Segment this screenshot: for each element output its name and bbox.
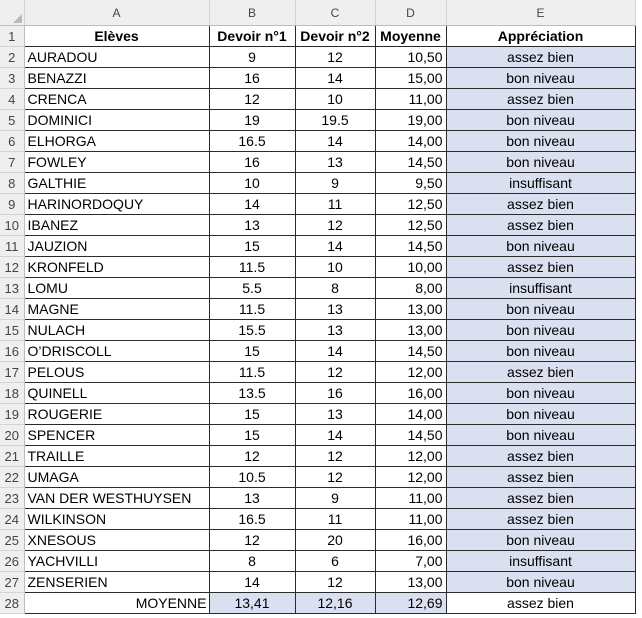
cell-devoir2[interactable]: 12 <box>295 362 375 383</box>
cell-moyenne[interactable]: 11,00 <box>375 509 446 530</box>
cell-moyenne[interactable]: 14,00 <box>375 131 446 152</box>
row-header[interactable]: 21 <box>0 446 24 467</box>
cell-appreciation[interactable]: insuffisant <box>446 173 635 194</box>
cell-header-devoir1[interactable]: Devoir n°1 <box>209 26 295 47</box>
cell-eleve[interactable]: ROUGERIE <box>24 404 209 425</box>
cell-eleve[interactable]: BENAZZI <box>24 68 209 89</box>
cell-devoir2[interactable]: 13 <box>295 152 375 173</box>
cell-devoir2[interactable]: 9 <box>295 173 375 194</box>
cell-devoir1[interactable]: 12 <box>209 89 295 110</box>
table-row <box>0 110 635 131</box>
table-row <box>0 236 635 257</box>
cell-moyenne[interactable]: 19,00 <box>375 110 446 131</box>
cell-devoir2[interactable]: 14 <box>295 131 375 152</box>
cell-devoir1[interactable]: 8 <box>209 551 295 572</box>
cell-devoir1[interactable]: 16.5 <box>209 509 295 530</box>
cell-eleve[interactable]: AURADOU <box>24 47 209 68</box>
row-header[interactable]: 5 <box>0 110 24 131</box>
cell-devoir2[interactable]: 12 <box>295 215 375 236</box>
cell-appreciation[interactable]: bon niveau <box>446 131 635 152</box>
cell-moyenne[interactable]: 14,50 <box>375 425 446 446</box>
row-header[interactable]: 4 <box>0 89 24 110</box>
cell-devoir2[interactable]: 14 <box>295 425 375 446</box>
cell-eleve[interactable]: KRONFELD <box>24 257 209 278</box>
cell-devoir2[interactable]: 19.5 <box>295 110 375 131</box>
cell-devoir1[interactable]: 14 <box>209 194 295 215</box>
cell-appreciation[interactable]: assez bien <box>446 89 635 110</box>
cell-appreciation[interactable]: insuffisant <box>446 278 635 299</box>
cell-devoir1[interactable]: 13.5 <box>209 383 295 404</box>
cell-appreciation[interactable]: bon niveau <box>446 341 635 362</box>
row-header[interactable]: 22 <box>0 467 24 488</box>
cell-devoir2[interactable]: 12 <box>295 467 375 488</box>
cell-appreciation[interactable]: bon niveau <box>446 530 635 551</box>
column-header-d[interactable]: D <box>375 0 446 26</box>
row-header[interactable]: 26 <box>0 551 24 572</box>
cell-moyenne[interactable]: 10,50 <box>375 47 446 68</box>
table-row <box>0 488 635 509</box>
row-header[interactable]: 6 <box>0 131 24 152</box>
cell-devoir1[interactable]: 12 <box>209 446 295 467</box>
cell-devoir2[interactable]: 12 <box>295 572 375 593</box>
cell-moyenne[interactable]: 13,00 <box>375 572 446 593</box>
cell-appreciation[interactable]: bon niveau <box>446 320 635 341</box>
summary-row <box>0 593 635 614</box>
row-header[interactable]: 20 <box>0 425 24 446</box>
cell-devoir2[interactable]: 14 <box>295 236 375 257</box>
table-row <box>0 551 635 572</box>
row-header[interactable]: 8 <box>0 173 24 194</box>
cell-devoir1[interactable]: 10 <box>209 173 295 194</box>
cell-eleve[interactable]: WILKINSON <box>24 509 209 530</box>
cell-devoir1[interactable]: 11.5 <box>209 257 295 278</box>
cell-devoir2[interactable]: 12 <box>295 446 375 467</box>
select-all-triangle-icon <box>13 14 22 23</box>
cell-devoir2[interactable]: 16 <box>295 383 375 404</box>
cell-eleve[interactable]: HARINORDOQUY <box>24 194 209 215</box>
table-row <box>0 257 635 278</box>
cell-devoir2[interactable]: 13 <box>295 320 375 341</box>
row-header[interactable]: 28 <box>0 593 24 614</box>
cell-moyenne[interactable]: 10,00 <box>375 257 446 278</box>
cell-eleve[interactable]: DOMINICI <box>24 110 209 131</box>
cell-moyenne[interactable]: 9,50 <box>375 173 446 194</box>
table-row <box>0 467 635 488</box>
cell-devoir1[interactable]: 15 <box>209 236 295 257</box>
cell-moyenne[interactable]: 11,00 <box>375 89 446 110</box>
cell-eleve[interactable]: NULACH <box>24 320 209 341</box>
cell-appreciation[interactable]: bon niveau <box>446 68 635 89</box>
row-header[interactable]: 24 <box>0 509 24 530</box>
row-header[interactable]: 13 <box>0 278 24 299</box>
cell-moyenne[interactable]: 11,00 <box>375 488 446 509</box>
cell-moyenne[interactable]: 12,00 <box>375 362 446 383</box>
column-header-e[interactable]: E <box>446 0 635 26</box>
cell-appreciation[interactable]: assez bien <box>446 47 635 68</box>
column-header-a[interactable]: A <box>24 0 209 26</box>
table-row <box>0 173 635 194</box>
cell-moyenne[interactable]: 16,00 <box>375 383 446 404</box>
header-row <box>0 26 635 47</box>
cell-devoir1[interactable]: 16.5 <box>209 131 295 152</box>
cell-moyenne[interactable]: 14,50 <box>375 236 446 257</box>
cell-appreciation[interactable]: assez bien <box>446 215 635 236</box>
cell-devoir2[interactable]: 6 <box>295 551 375 572</box>
cell-devoir1[interactable]: 5.5 <box>209 278 295 299</box>
cell-devoir2[interactable]: 10 <box>295 257 375 278</box>
cell-eleve[interactable]: MAGNE <box>24 299 209 320</box>
row-header[interactable]: 16 <box>0 341 24 362</box>
cell-moyenne[interactable]: 14,50 <box>375 341 446 362</box>
cell-summary-appreciation[interactable]: assez bien <box>446 593 635 614</box>
row-header[interactable]: 7 <box>0 152 24 173</box>
cell-devoir2[interactable]: 14 <box>295 68 375 89</box>
table-row <box>0 215 635 236</box>
table-row <box>0 362 635 383</box>
row-header[interactable]: 27 <box>0 572 24 593</box>
cell-summary-label[interactable]: MOYENNE <box>24 593 209 614</box>
cell-appreciation[interactable]: bon niveau <box>446 404 635 425</box>
cell-devoir1[interactable]: 13 <box>209 215 295 236</box>
table-row <box>0 530 635 551</box>
table-row <box>0 341 635 362</box>
cell-eleve[interactable]: O’DRISCOLL <box>24 341 209 362</box>
row-header[interactable]: 14 <box>0 299 24 320</box>
cell-summary-devoir2[interactable]: 12,16 <box>295 593 375 614</box>
cell-eleve[interactable]: TRAILLE <box>24 446 209 467</box>
cell-devoir2[interactable]: 11 <box>295 194 375 215</box>
cell-devoir2[interactable]: 12 <box>295 47 375 68</box>
table-row <box>0 89 635 110</box>
cell-header-appreciation[interactable]: Appréciation <box>446 26 635 47</box>
select-all-corner[interactable] <box>0 0 24 26</box>
cell-header-eleves[interactable]: Elèves <box>24 26 209 47</box>
table-row <box>0 278 635 299</box>
row-header[interactable]: 25 <box>0 530 24 551</box>
cell-devoir1[interactable]: 14 <box>209 572 295 593</box>
row-header[interactable]: 1 <box>0 26 24 47</box>
table-row <box>0 320 635 341</box>
cell-devoir2[interactable]: 13 <box>295 404 375 425</box>
cell-eleve[interactable]: ELHORGA <box>24 131 209 152</box>
cell-devoir2[interactable]: 8 <box>295 278 375 299</box>
cell-devoir1[interactable]: 16 <box>209 68 295 89</box>
cell-appreciation[interactable]: assez bien <box>446 257 635 278</box>
row-header[interactable]: 19 <box>0 404 24 425</box>
table-row <box>0 404 635 425</box>
cell-header-moyenne[interactable]: Moyenne <box>375 26 446 47</box>
cell-devoir1[interactable]: 15 <box>209 425 295 446</box>
cell-appreciation[interactable]: insuffisant <box>446 551 635 572</box>
table-row <box>0 509 635 530</box>
cell-summary-moyenne[interactable]: 12,69 <box>375 593 446 614</box>
cell-devoir1[interactable]: 15 <box>209 404 295 425</box>
column-header-row <box>0 0 635 26</box>
row-header[interactable]: 11 <box>0 236 24 257</box>
cell-appreciation[interactable]: bon niveau <box>446 383 635 404</box>
cell-devoir2[interactable]: 20 <box>295 530 375 551</box>
cell-eleve[interactable]: VAN DER WESTHUYSEN <box>24 488 209 509</box>
cell-devoir1[interactable]: 11.5 <box>209 299 295 320</box>
cell-appreciation[interactable]: bon niveau <box>446 425 635 446</box>
table-row <box>0 131 635 152</box>
table-row <box>0 152 635 173</box>
cell-eleve[interactable]: PELOUS <box>24 362 209 383</box>
cell-devoir1[interactable]: 16 <box>209 152 295 173</box>
cell-eleve[interactable]: IBANEZ <box>24 215 209 236</box>
cell-devoir2[interactable]: 10 <box>295 89 375 110</box>
row-header[interactable]: 18 <box>0 383 24 404</box>
column-header-c[interactable]: C <box>295 0 375 26</box>
cell-eleve[interactable]: QUINELL <box>24 383 209 404</box>
table-row <box>0 425 635 446</box>
row-header[interactable]: 10 <box>0 215 24 236</box>
cell-devoir2[interactable]: 13 <box>295 299 375 320</box>
cell-moyenne[interactable]: 8,00 <box>375 278 446 299</box>
cell-appreciation[interactable]: bon niveau <box>446 110 635 131</box>
table-row <box>0 446 635 467</box>
cell-eleve[interactable]: FOWLEY <box>24 152 209 173</box>
cell-summary-devoir1[interactable]: 13,41 <box>209 593 295 614</box>
cell-eleve[interactable]: ZENSERIEN <box>24 572 209 593</box>
cell-eleve[interactable]: YACHVILLI <box>24 551 209 572</box>
row-header[interactable]: 9 <box>0 194 24 215</box>
cell-devoir1[interactable]: 12 <box>209 530 295 551</box>
row-header[interactable]: 23 <box>0 488 24 509</box>
cell-eleve[interactable]: SPENCER <box>24 425 209 446</box>
cell-moyenne[interactable]: 12,00 <box>375 467 446 488</box>
row-header[interactable]: 12 <box>0 257 24 278</box>
cell-eleve[interactable]: CRENCA <box>24 89 209 110</box>
cell-moyenne[interactable]: 7,00 <box>375 551 446 572</box>
cell-appreciation[interactable]: assez bien <box>446 362 635 383</box>
cell-moyenne[interactable]: 13,00 <box>375 299 446 320</box>
table-row <box>0 47 635 68</box>
cell-appreciation[interactable]: bon niveau <box>446 572 635 593</box>
cell-eleve[interactable]: XNESOUS <box>24 530 209 551</box>
table-row <box>0 299 635 320</box>
cell-appreciation[interactable]: bon niveau <box>446 152 635 173</box>
cell-devoir1[interactable]: 13 <box>209 488 295 509</box>
cell-moyenne[interactable]: 12,00 <box>375 446 446 467</box>
cell-appreciation[interactable]: assez bien <box>446 194 635 215</box>
row-header[interactable]: 15 <box>0 320 24 341</box>
cell-devoir1[interactable]: 10.5 <box>209 467 295 488</box>
cell-appreciation[interactable]: assez bien <box>446 488 635 509</box>
cell-appreciation[interactable]: assez bien <box>446 509 635 530</box>
cell-devoir1[interactable]: 15.5 <box>209 320 295 341</box>
cell-devoir1[interactable]: 11.5 <box>209 362 295 383</box>
cell-moyenne[interactable]: 15,00 <box>375 68 446 89</box>
cell-eleve[interactable]: GALTHIE <box>24 173 209 194</box>
cell-devoir2[interactable]: 9 <box>295 488 375 509</box>
cell-moyenne[interactable]: 12,50 <box>375 215 446 236</box>
cell-moyenne[interactable]: 16,00 <box>375 530 446 551</box>
cell-moyenne[interactable]: 14,00 <box>375 404 446 425</box>
cell-moyenne[interactable]: 12,50 <box>375 194 446 215</box>
cell-eleve[interactable]: LOMU <box>24 278 209 299</box>
cell-devoir1[interactable]: 19 <box>209 110 295 131</box>
row-header[interactable]: 17 <box>0 362 24 383</box>
cell-eleve[interactable]: UMAGA <box>24 467 209 488</box>
table-row <box>0 68 635 89</box>
cell-appreciation[interactable]: assez bien <box>446 467 635 488</box>
table-row <box>0 194 635 215</box>
cell-appreciation[interactable]: bon niveau <box>446 299 635 320</box>
cell-appreciation[interactable]: bon niveau <box>446 236 635 257</box>
row-header[interactable]: 2 <box>0 47 24 68</box>
table-row <box>0 383 635 404</box>
cell-devoir2[interactable]: 14 <box>295 341 375 362</box>
cell-devoir2[interactable]: 11 <box>295 509 375 530</box>
cell-eleve[interactable]: JAUZION <box>24 236 209 257</box>
cell-appreciation[interactable]: assez bien <box>446 446 635 467</box>
cell-moyenne[interactable]: 14,50 <box>375 152 446 173</box>
row-header[interactable]: 3 <box>0 68 24 89</box>
cell-moyenne[interactable]: 13,00 <box>375 320 446 341</box>
column-header-b[interactable]: B <box>209 0 295 26</box>
cell-devoir1[interactable]: 15 <box>209 341 295 362</box>
cell-header-devoir2[interactable]: Devoir n°2 <box>295 26 375 47</box>
cell-devoir1[interactable]: 9 <box>209 47 295 68</box>
table-row <box>0 572 635 593</box>
